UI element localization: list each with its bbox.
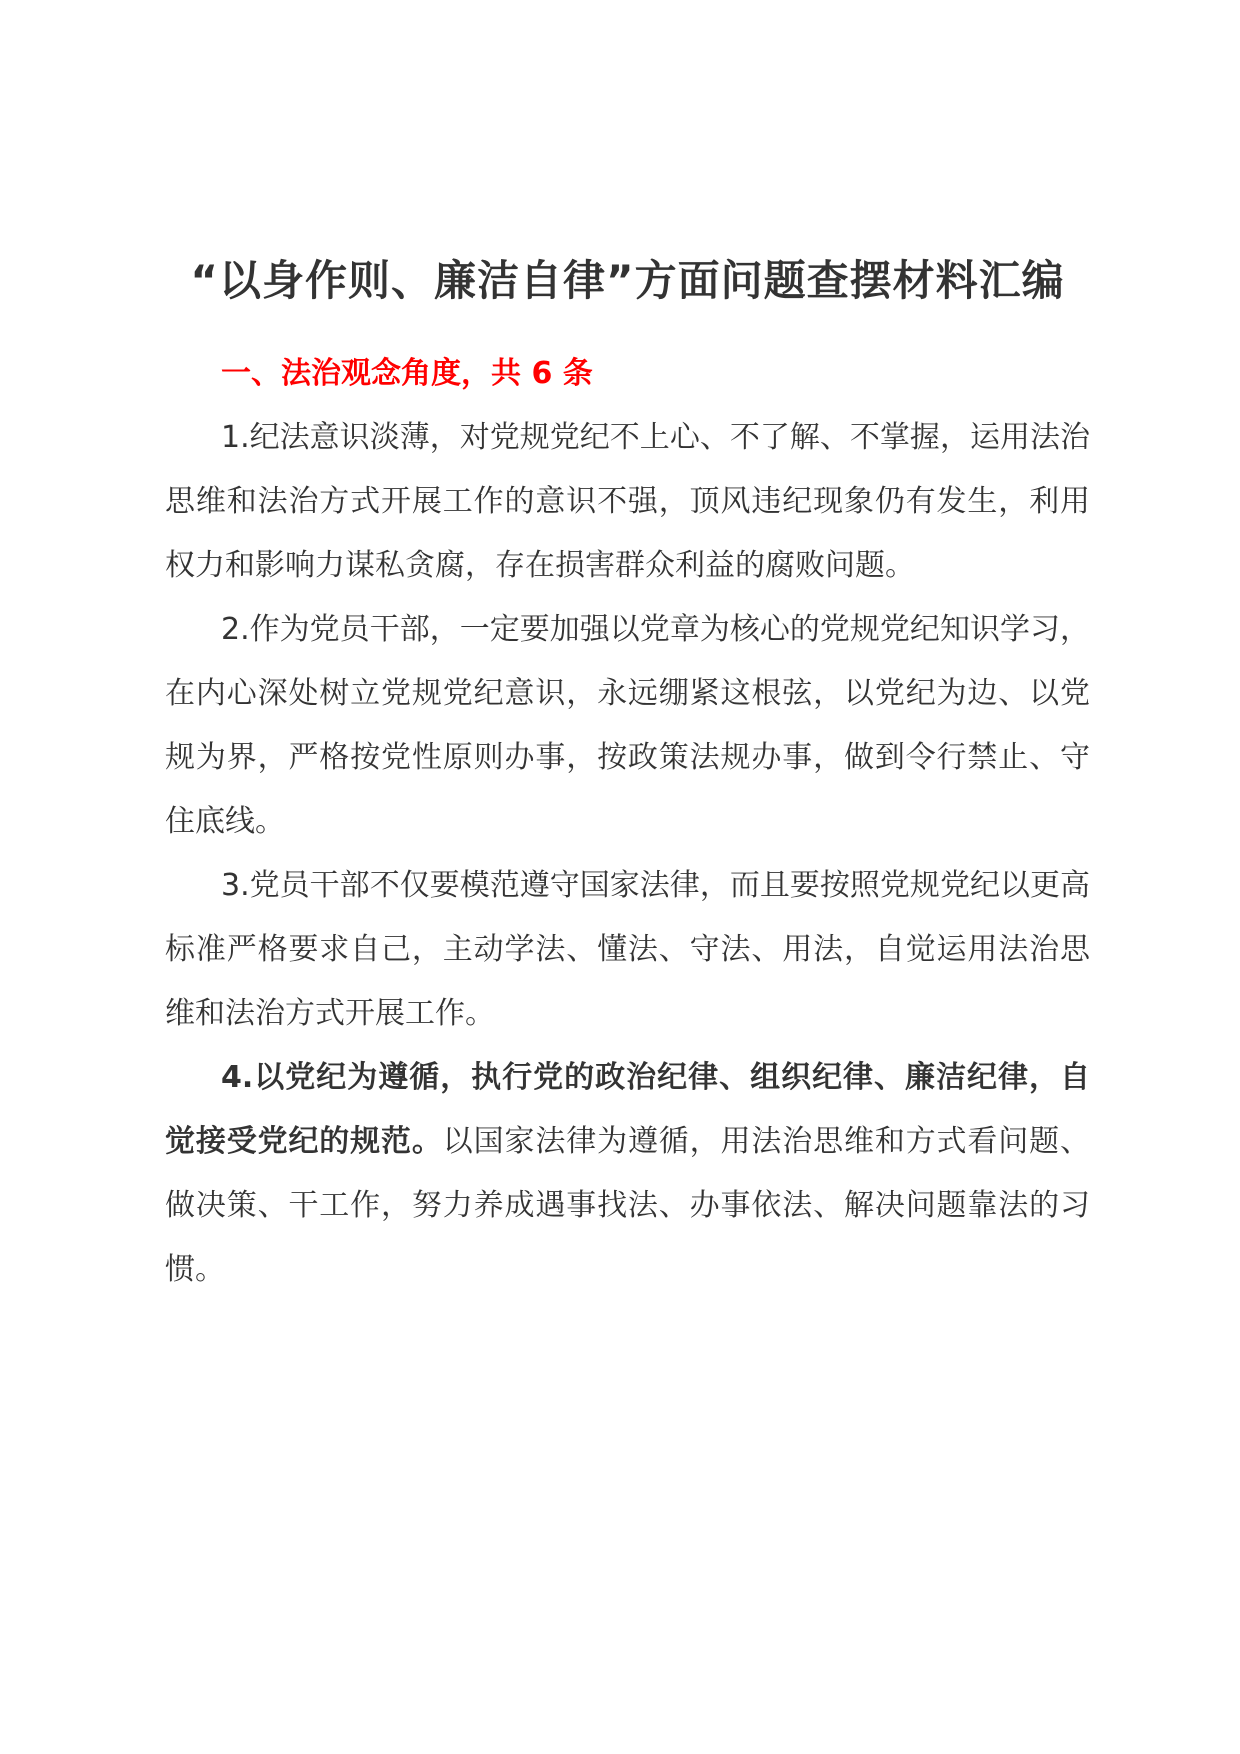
paragraph-text: 1.纪法意识淡薄，对党规党纪不上心、不了解、不掌握，运用法治思维和法治方式开展工作的意识不强，顶风违纪现象仍有发生，利用权力和影响力谋私贪腐，存在损害群众利益的腐败问题。	[165, 420, 1090, 583]
document-title: “以身作则、廉洁自律”方面问题查摆材料汇编	[190, 256, 1065, 305]
paragraph-3	[165, 854, 1090, 1046]
paragraph-lead: 4.以党纪为遵循，执行党的政治纪律、组织纪律、廉洁纪律，自觉接受党纪的规范。	[165, 1060, 1090, 1159]
paragraph-text: 2.作为党员干部，一定要加强以党章为核心的党规党纪知识学习，在内心深处树立党规党纪意识，永远绷紧这根弦，以党纪为边、以党规为界，严格按党性原则办事，按政策法规办事，做到令行禁止、守住底线。	[165, 612, 1090, 839]
paragraph-1	[165, 406, 1090, 598]
paragraph-text: 3.党员干部不仅要模范遵守国家法律，而且要按照党规党纪以更高标准严格要求自己，主动学法、懂法、守法、用法，自觉运用法治思维和法治方式开展工作。	[165, 868, 1090, 1031]
paragraph-2	[165, 598, 1090, 854]
section-heading: 一、法治观念角度，共 6 条	[221, 356, 593, 391]
paragraph-4	[165, 1046, 1090, 1302]
document-body	[165, 252, 1090, 1302]
paragraph-text: 以国家法律为遵循，用法治思维和方式看问题、做决策、干工作，努力养成遇事找法、办事依法、解决问题靠法的习惯。	[165, 1124, 1091, 1287]
